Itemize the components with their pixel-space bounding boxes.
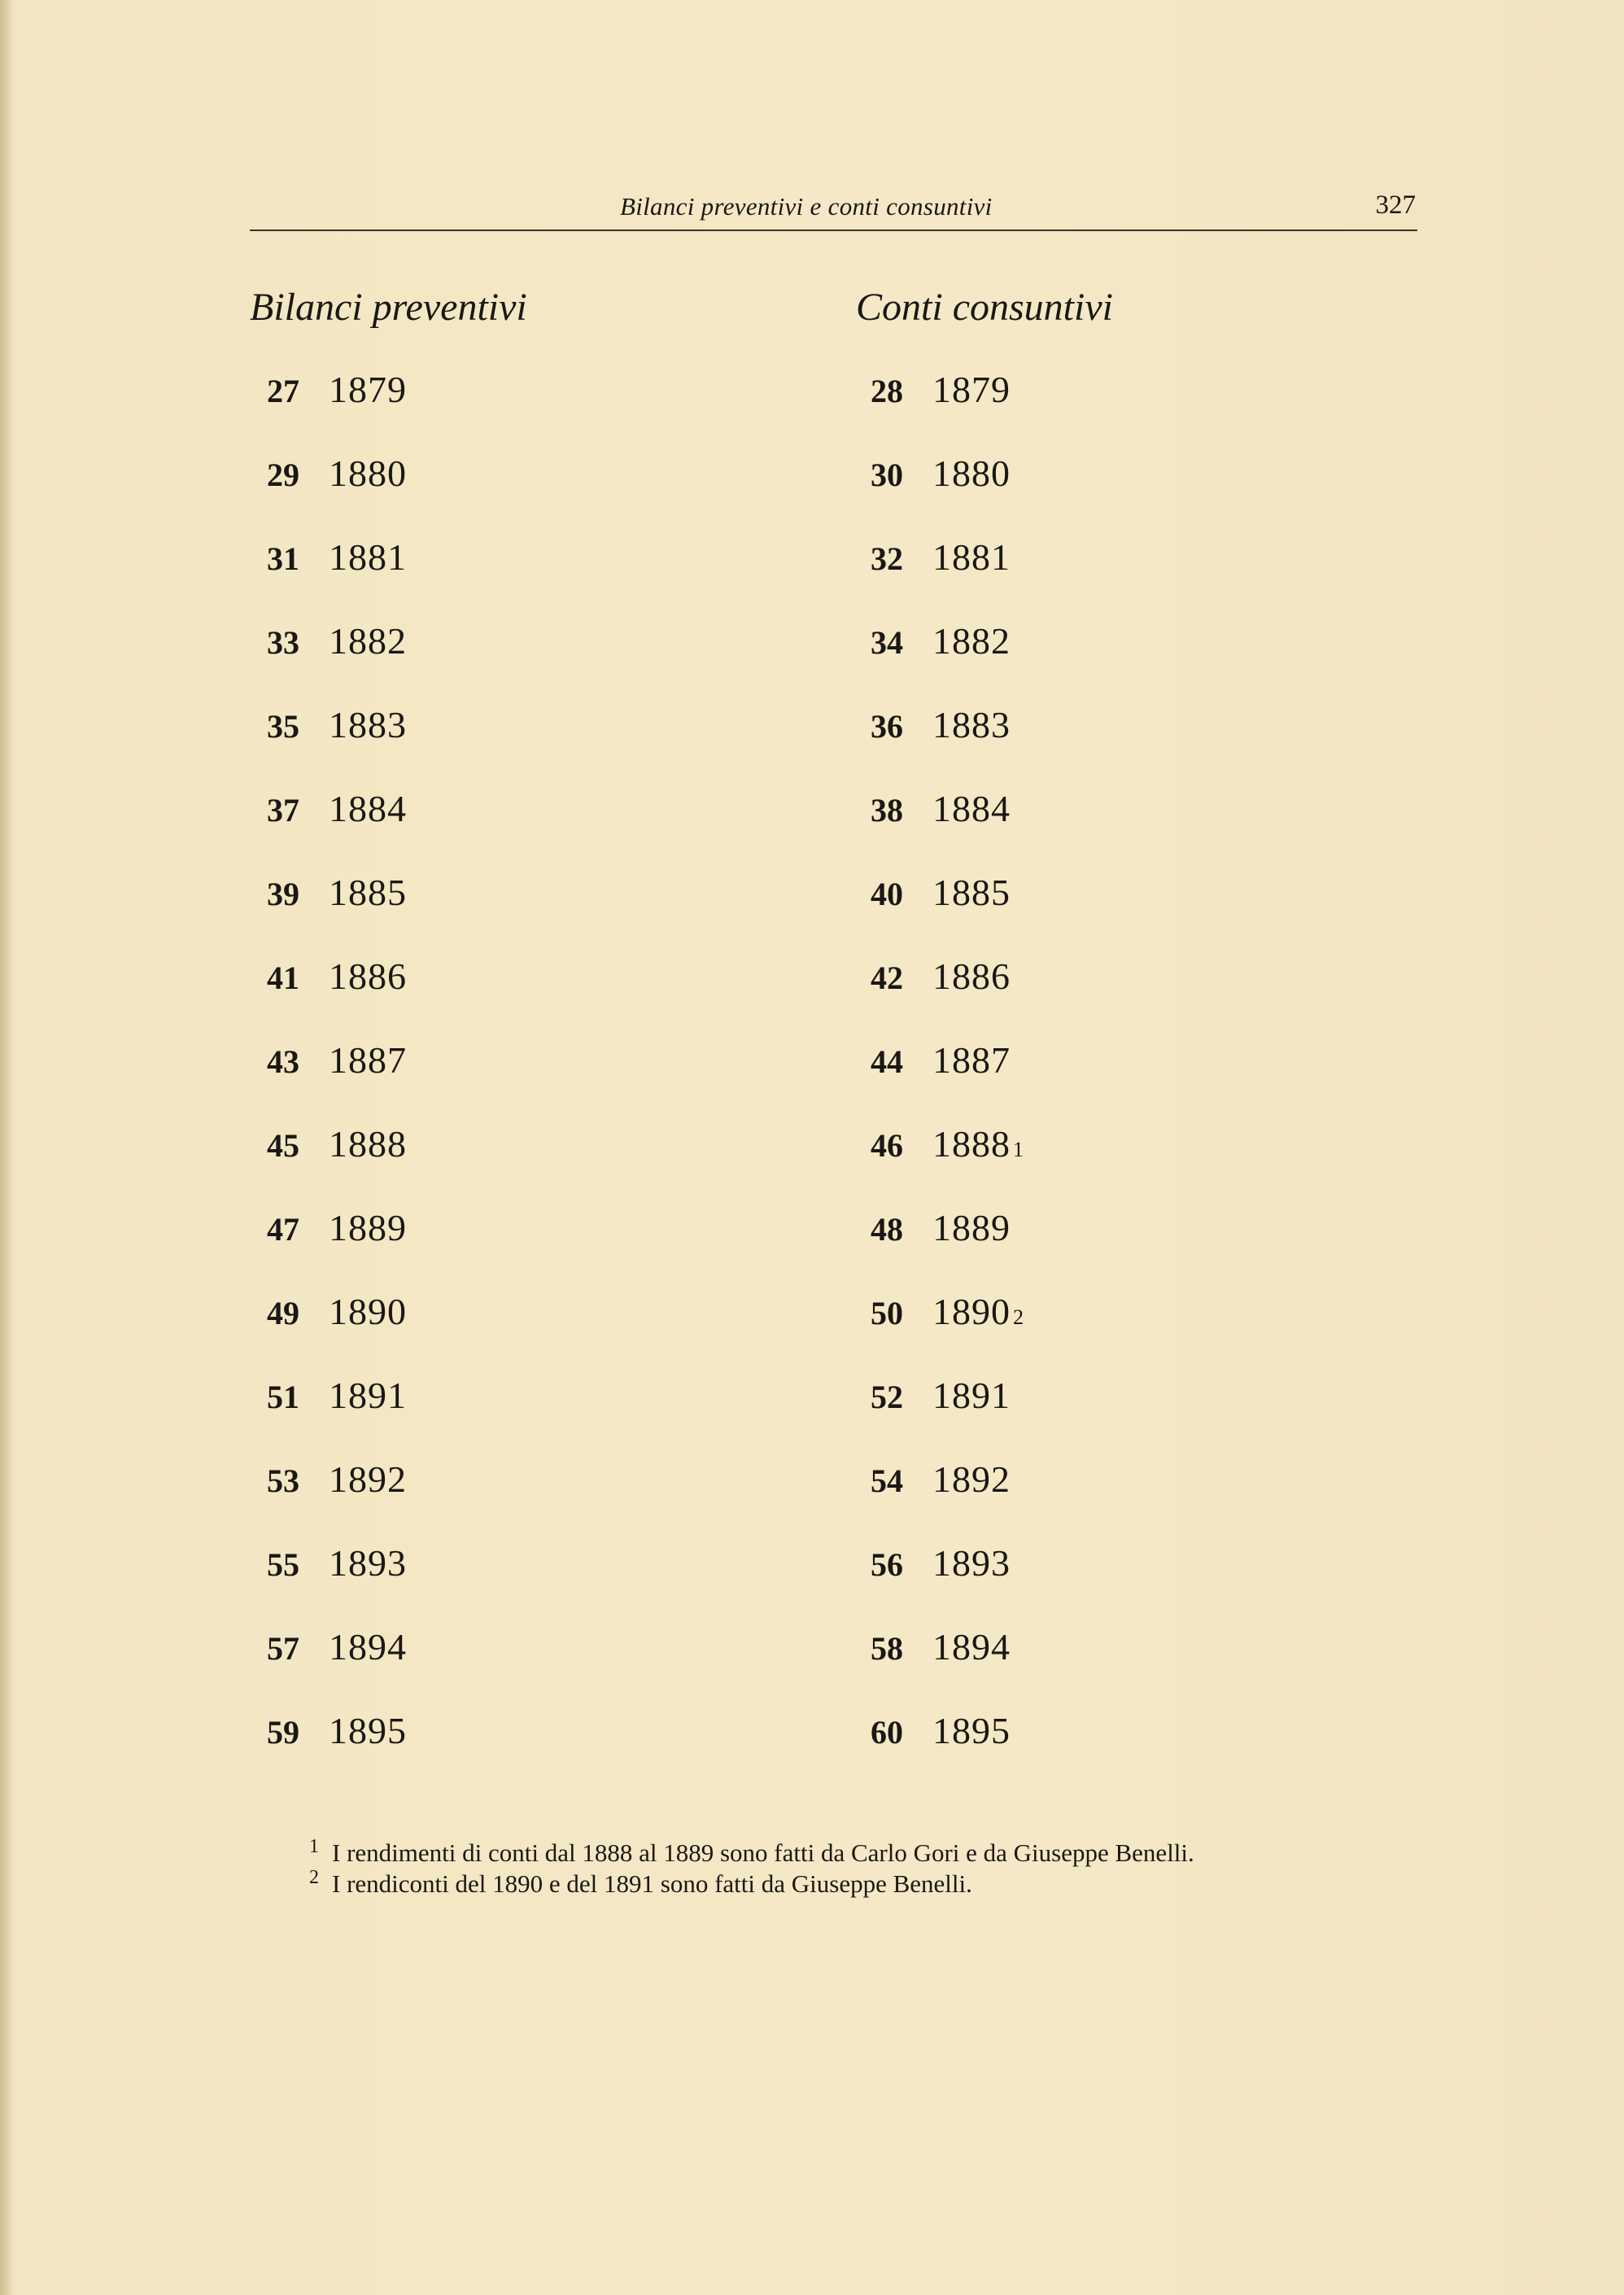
- left-entry-row: [267, 1206, 407, 1290]
- entry-year: 1892: [329, 1458, 407, 1500]
- entry-year: 1879: [932, 369, 1011, 410]
- entry-year: 1882: [329, 620, 407, 662]
- entry-year: 1879: [329, 369, 407, 410]
- entry-year: 1886: [329, 955, 407, 997]
- entry-year: 1880: [329, 452, 407, 494]
- entry-number: 58: [871, 1630, 903, 1667]
- right-entry-row: 50 1890 2: [871, 1291, 1024, 1332]
- left-entry-row: [267, 368, 407, 452]
- entry-year: 1890: [329, 1291, 407, 1332]
- entry-year: 1881: [932, 536, 1011, 578]
- entry-number: 57: [267, 1630, 299, 1667]
- entry-number: 49: [267, 1295, 299, 1331]
- right-entry-row: [871, 1038, 1024, 1122]
- entry-year: 1893: [329, 1542, 407, 1584]
- entry-number: 41: [267, 960, 299, 996]
- right-entry-row: [871, 955, 1024, 1038]
- right-entry-row: 46 1888 1: [871, 1123, 1024, 1165]
- page-spine-shadow: [0, 0, 11, 2295]
- entry-year: 1888: [932, 1123, 1011, 1165]
- right-entry-row: [871, 619, 1024, 703]
- entry-number: 50: [871, 1295, 903, 1331]
- entry-number: 32: [871, 540, 903, 577]
- right-entry-row: [871, 703, 1024, 787]
- conti-consuntivi-list: [871, 368, 1024, 1793]
- entry-year: 1894: [329, 1626, 407, 1668]
- left-entry-row: [267, 1458, 407, 1541]
- entry-number: 45: [267, 1127, 299, 1164]
- entry-number: 27: [267, 373, 299, 409]
- left-entry-row: [267, 619, 407, 703]
- entry-number: 52: [871, 1379, 903, 1415]
- running-head: [250, 187, 1417, 231]
- entry-year: 1889: [329, 1207, 407, 1248]
- right-entry-row: [871, 787, 1024, 871]
- right-entry-row: [871, 1709, 1024, 1793]
- entry-number: 28: [871, 373, 903, 409]
- entry-year: 1894: [932, 1626, 1011, 1668]
- right-entry-row: [871, 1374, 1024, 1458]
- left-entry-row: [267, 536, 407, 619]
- entry-number: 35: [267, 708, 299, 745]
- entry-year: 1885: [329, 872, 407, 913]
- entry-number: 34: [871, 624, 903, 661]
- entry-year: 1884: [932, 788, 1011, 829]
- entry-number: 33: [267, 624, 299, 661]
- left-entry-row: [267, 1122, 407, 1206]
- footnote-text: I rendimenti di conti dal 1888 al 1889 sono fatti da Carlo Gori e da Giuseppe Benelli.: [332, 1838, 1194, 1867]
- entry-number: 55: [267, 1546, 299, 1583]
- right-entry-row: [871, 871, 1024, 955]
- entry-year: 1883: [329, 704, 407, 745]
- footnote-text: I rendiconti del 1890 e del 1891 sono fatti da Giuseppe Benelli.: [332, 1869, 972, 1898]
- entry-number: 59: [267, 1714, 299, 1751]
- entry-year: 1891: [329, 1375, 407, 1416]
- left-entry-row: [267, 871, 407, 955]
- entry-number: 43: [267, 1043, 299, 1080]
- entry-year: 1895: [329, 1710, 407, 1751]
- right-entry-row: [871, 1625, 1024, 1709]
- entry-number: 60: [871, 1714, 903, 1751]
- left-entry-row: [267, 1290, 407, 1374]
- right-entry-row: [871, 1206, 1024, 1290]
- footnote-2: 2 I rendiconti del 1890 e del 1891 sono fatti da Giuseppe Benelli.: [309, 1866, 972, 1898]
- entry-number: 46: [871, 1127, 903, 1164]
- entry-year: 1881: [329, 536, 407, 578]
- entry-number: 51: [267, 1379, 299, 1415]
- entry-year: 1887: [329, 1039, 407, 1081]
- left-entry-row: [267, 1709, 407, 1793]
- entry-year: 1888: [329, 1123, 407, 1165]
- footnote-1: 1 I rendimenti di conti dal 1888 al 1889 sono fatti da Carlo Gori e da Giuseppe Benelli.: [309, 1835, 1194, 1867]
- entry-number: 39: [267, 876, 299, 912]
- entry-number: 54: [871, 1462, 903, 1499]
- entry-year: 1887: [932, 1039, 1011, 1081]
- entry-number: 56: [871, 1546, 903, 1583]
- left-column-heading: Bilanci preventivi: [250, 286, 527, 329]
- entry-year: 1892: [932, 1458, 1011, 1500]
- entry-number: 48: [871, 1211, 903, 1248]
- left-entry-row: [267, 787, 407, 871]
- left-entry-row: [267, 1541, 407, 1625]
- entry-year: 1895: [932, 1710, 1011, 1751]
- entry-year: 1882: [932, 620, 1011, 662]
- entry-number: 31: [267, 540, 299, 577]
- left-entry-row: [267, 452, 407, 536]
- right-entry-row: [871, 536, 1024, 619]
- left-entry-row: [267, 955, 407, 1038]
- entry-year: 1886: [932, 955, 1011, 997]
- page-number: 327: [1375, 190, 1416, 220]
- entry-year: 1884: [329, 788, 407, 829]
- left-entry-row: [267, 1374, 407, 1458]
- entry-year: 1880: [932, 452, 1011, 494]
- right-entry-row: [871, 368, 1024, 452]
- entry-year: 1883: [932, 704, 1011, 745]
- entry-number: 37: [267, 792, 299, 828]
- entry-year: 1891: [932, 1375, 1011, 1416]
- entry-year: 1893: [932, 1542, 1011, 1584]
- entry-number: 42: [871, 960, 903, 996]
- running-title: Bilanci preventivi e conti consuntivi: [620, 192, 993, 221]
- right-entry-row: [871, 452, 1024, 536]
- entry-year: 1890: [932, 1291, 1011, 1332]
- entry-number: 29: [267, 457, 299, 493]
- footnotes: [309, 1835, 1194, 1899]
- entry-year: 1889: [932, 1207, 1011, 1248]
- entry-number: 44: [871, 1043, 903, 1080]
- right-column-heading: Conti consuntivi: [856, 286, 1113, 329]
- bilanci-preventivi-list: [267, 368, 407, 1793]
- left-entry-row: [267, 1625, 407, 1709]
- right-entry-row: [871, 1458, 1024, 1541]
- left-entry-row: [267, 703, 407, 787]
- entry-number: 30: [871, 457, 903, 493]
- entry-number: 40: [871, 876, 903, 912]
- entry-number: 53: [267, 1462, 299, 1499]
- entry-number: 36: [871, 708, 903, 745]
- left-entry-row: [267, 1038, 407, 1122]
- entry-number: 38: [871, 792, 903, 828]
- entry-number: 47: [267, 1211, 299, 1248]
- right-entry-row: [871, 1541, 1024, 1625]
- entry-year: 1885: [932, 872, 1011, 913]
